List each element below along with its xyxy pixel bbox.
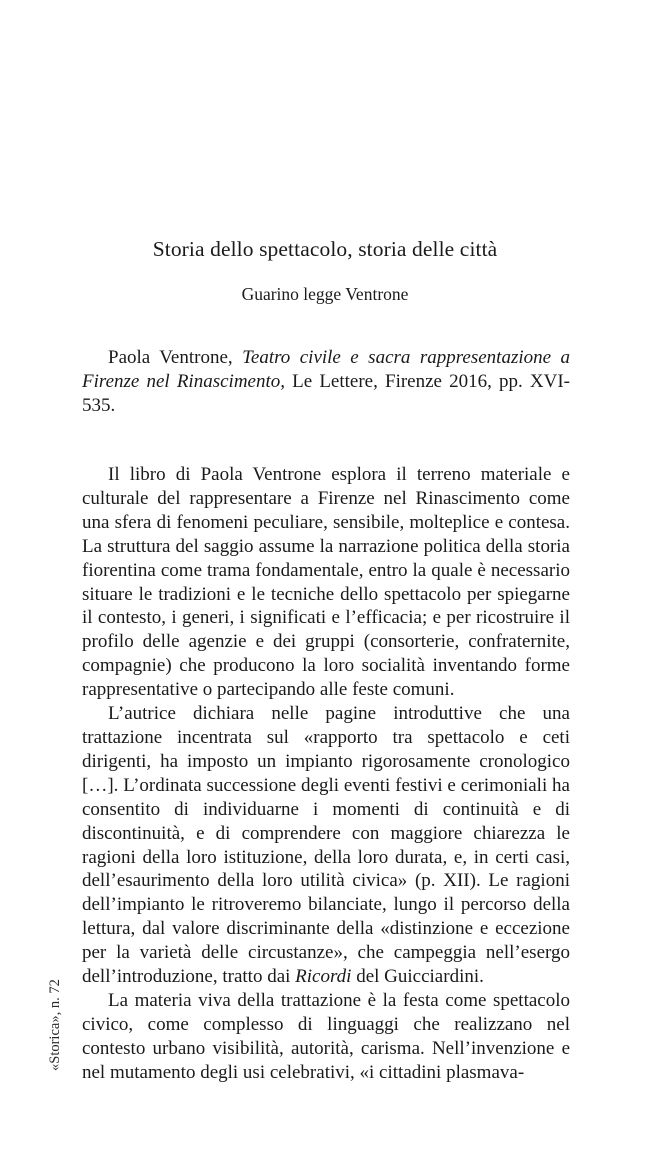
article-subtitle: Guarino legge Ventrone [241, 284, 409, 304]
reviewed-author: Paola Ventrone, [108, 347, 233, 368]
paragraph-2-end: del Guicciardini. [356, 966, 484, 988]
article-body [82, 463, 570, 1085]
body-paragraph-1: Il libro di Paola Ventrone esplora il terreno materiale e culturale del rappresentare a Firenze nel Rinascimento come una sfera di fenomeni peculiare, sensibile, molteplice e contesa. La struttura del saggio assume la narrazione politica della storia fiorentina come trama fondamentale, entro la quale è necessario situare le tradizioni e le tecniche dello spettacolo per spiegarne il contesto, i generi, i significati e l’efficacia; e per ricostruire il profilo delle agenzie e dei gruppi (consorterie, confraternite, compagnie) che producono la loro socialità inventando forme rappresentative o partecipando alle feste comuni. [82, 464, 570, 701]
publication-details: Le Lettere, Firenze 2016, pp. XVI-535. [82, 371, 570, 417]
bibliographic-reference [82, 346, 570, 419]
reviewed-book-title: Teatro civile e sacra rappresentazione a Firenze nel Rinascimento, [82, 347, 570, 393]
article-title: Storia dello spettacolo, storia delle città [152, 237, 498, 261]
cited-work-title: Ricordi [295, 966, 352, 988]
journal-issue-note: «Storica», n. 72 [47, 979, 63, 1071]
body-paragraph-2 [82, 702, 570, 989]
body-paragraph-3: La materia viva della trattazione è la festa come spettacolo civico, come complesso di linguaggi che realizzano nel contesto urbano visibilità, autorità, carisma. Nell’invenzione e nel mutamento degli usi celebrativi, «i cittadini plasmava- [82, 989, 570, 1083]
paragraph-2-text: L’autrice dichiara nelle pagine introduttive che una trattazione incentrata sul «rapporto tra spettacolo e ceti dirigenti, ha imposto un impianto rigorosamente cronologico […]. L’ordinata successione degli eventi festivi e cerimoniali ha consentito di individuarne i momenti di continuità e di discontinuità, e di comprendere con maggiore chiarezza le ragioni della loro istituzione, della loro durata, e, in certi casi, dell’esaurimento della loro utilità civica» (p. XII). Le ragioni dell’impianto le ritroveremo bilanciate, lungo il percorso della lettura, dal valore discriminante della «distinzione e eccezione per la varietà delle circustanze», che campeggia nell’esergo dell’introduzione, tratto dai [82, 703, 570, 988]
